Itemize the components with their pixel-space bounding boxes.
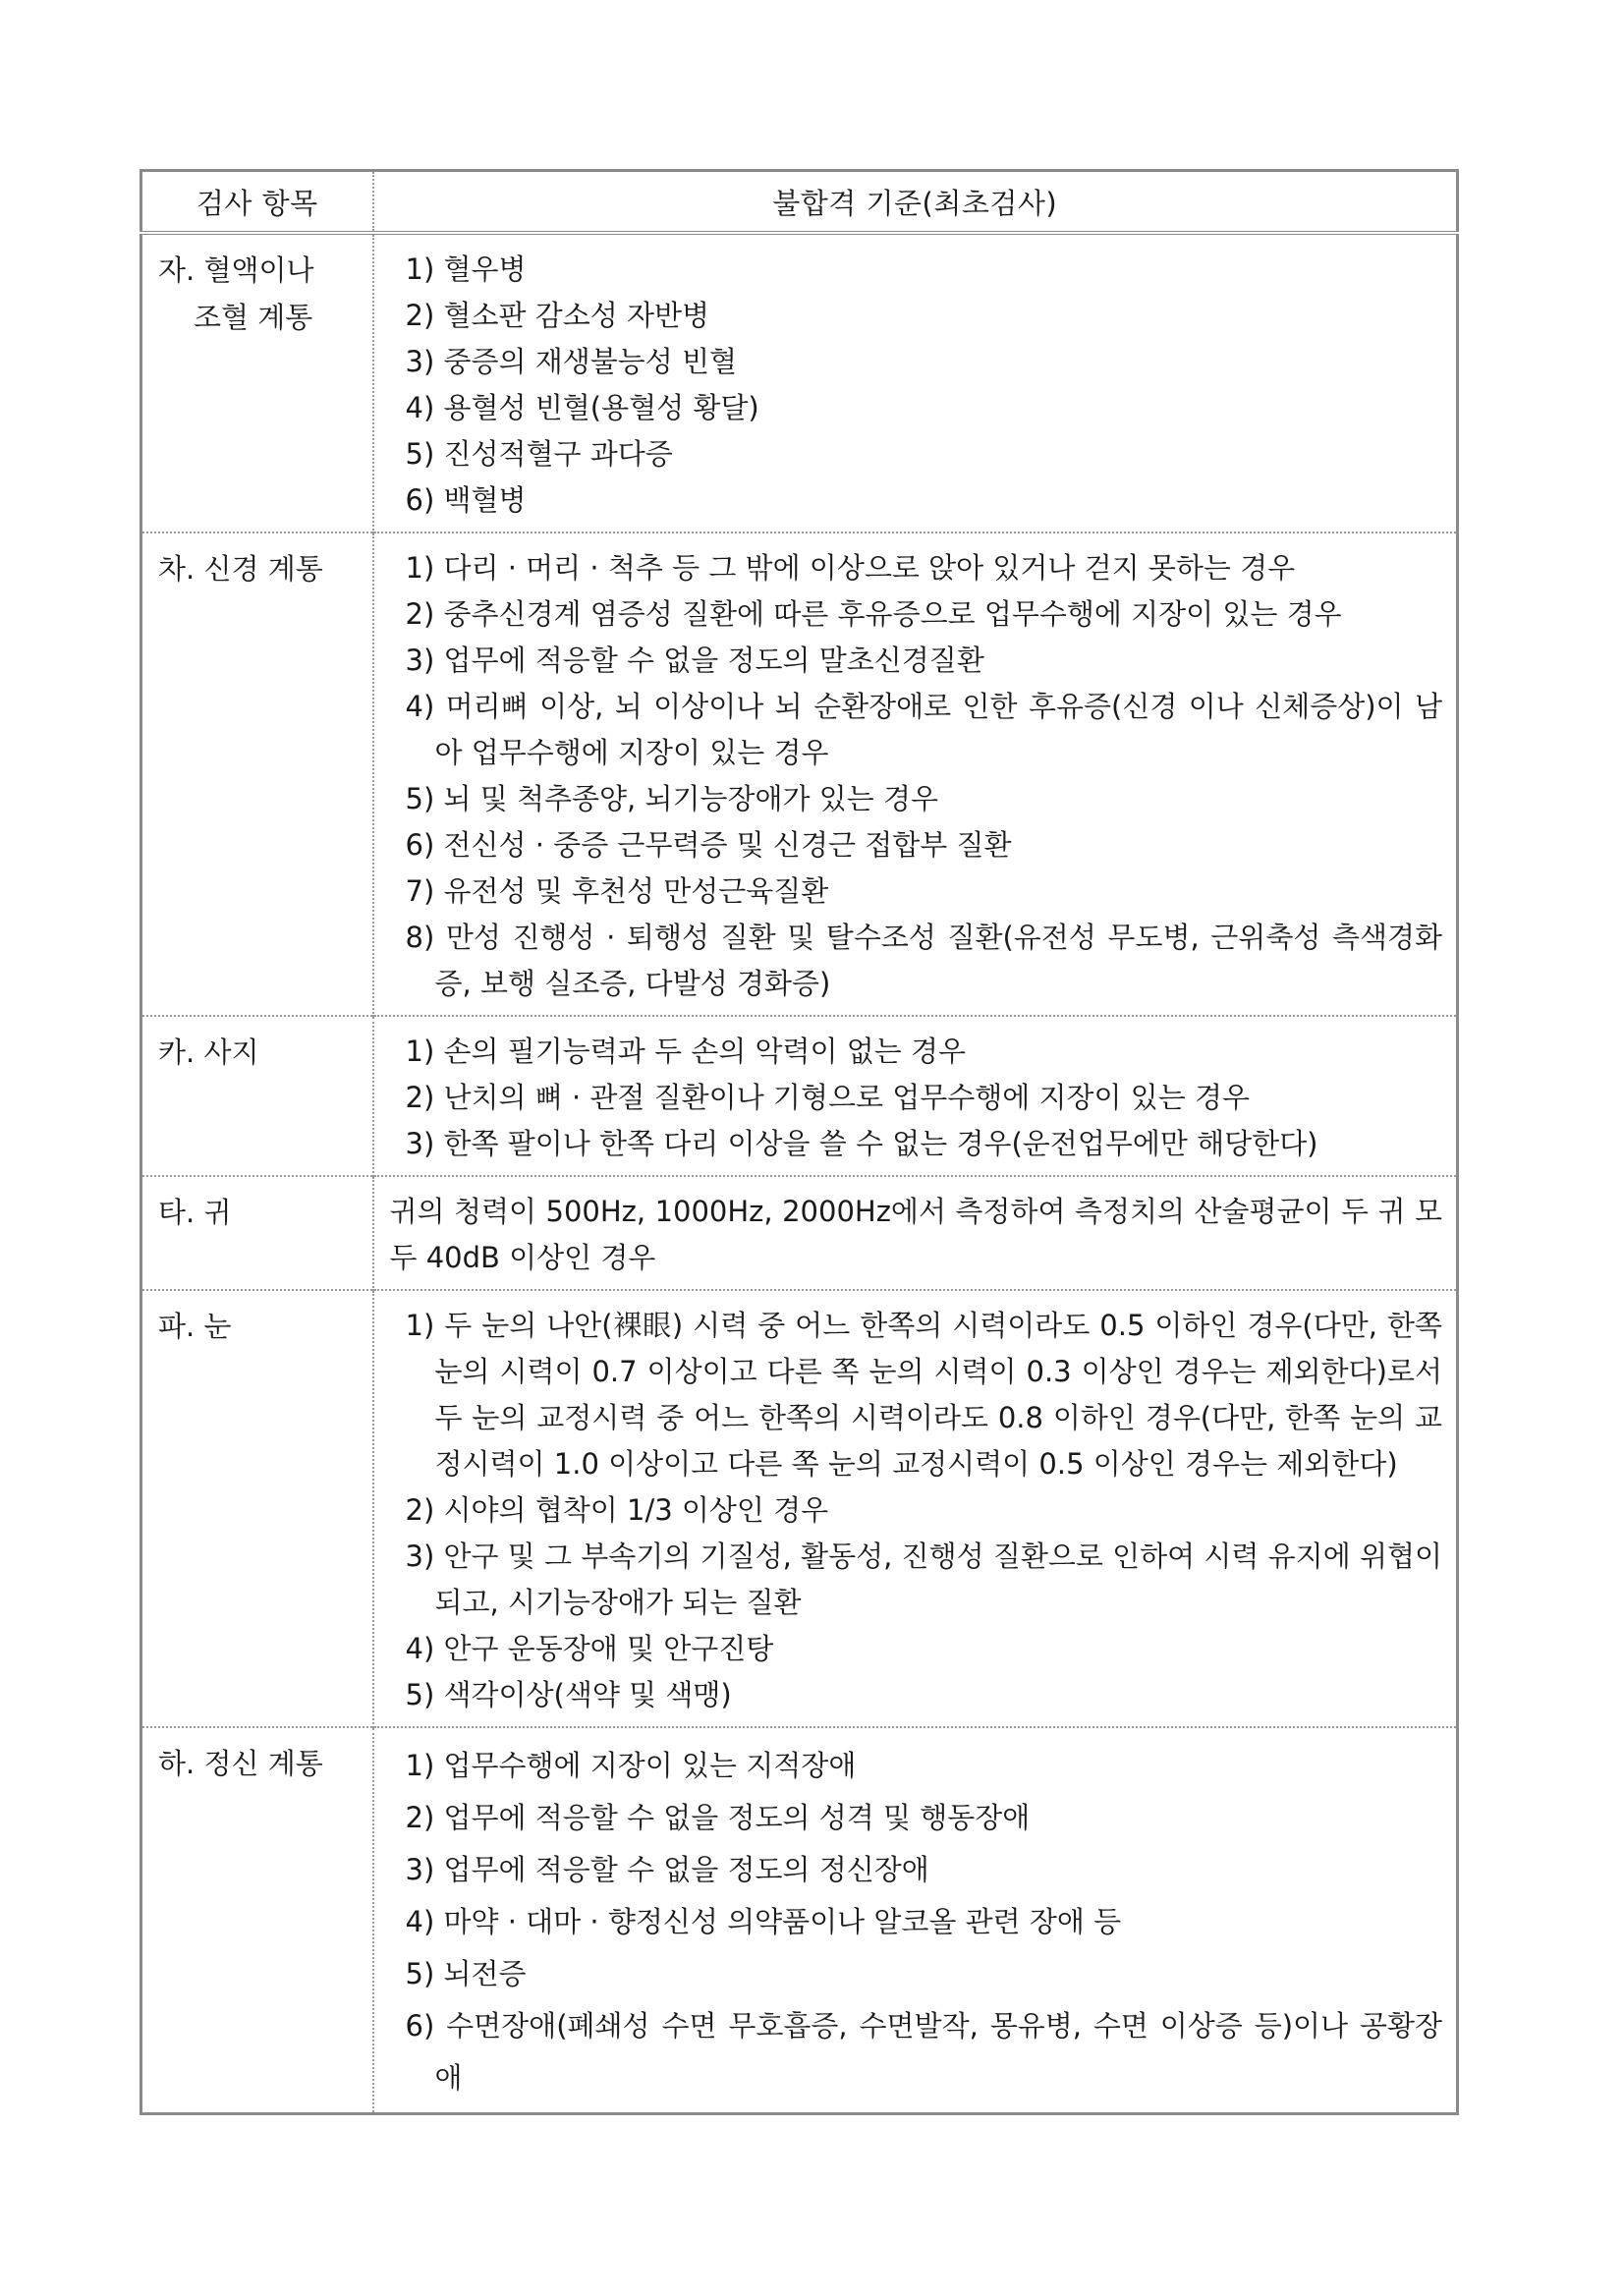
header-criteria: 불합격 기준(최초검사): [373, 171, 1458, 234]
criteria-item: 5) 뇌전증: [405, 1957, 527, 1990]
table-row: [141, 233, 1458, 532]
criteria-item: 5) 진성적혈구 과다증: [405, 437, 673, 471]
criteria-cell: [373, 532, 1458, 1016]
criteria-item: 5) 색각이상(색약 및 색맹): [405, 1678, 732, 1711]
criteria-item: 1) 손의 필기능력과 두 손의 악력이 없는 경우: [405, 1035, 967, 1068]
criteria-cell: [373, 1016, 1458, 1176]
category-label: 카. 사지: [158, 1036, 259, 1069]
table-header-row: [141, 171, 1458, 234]
category-label: 조혈 계통: [194, 301, 313, 334]
criteria-item: 3) 업무에 적응할 수 없을 정도의 정신장애: [405, 1853, 929, 1886]
category-cell: [141, 1727, 373, 2114]
table-row: [141, 1016, 1458, 1176]
criteria-item: 3) 안구 및 그 부속기의 기질성, 활동성, 진행성 질환으로 인하여 시력 유지에 위협이 되고, 시기능장애가 되는 질환: [405, 1540, 1442, 1619]
criteria-item: 4) 용혈성 빈혈(용혈성 황달): [405, 391, 759, 424]
category-cell: [141, 1016, 373, 1176]
category-cell: [141, 532, 373, 1016]
criteria-item: 4) 마약 · 대마 · 향정신성 의약품이나 알코올 관련 장애 등: [405, 1905, 1122, 1938]
criteria-item: 3) 업무에 적응할 수 없을 정도의 말초신경질환: [405, 644, 984, 677]
criteria-item: 귀의 청력이 500Hz, 1000Hz, 2000Hz에서 측정하여 측정치의 산술평균이 두 귀 모두 40dB 이상인 경우: [389, 1195, 1442, 1274]
category-cell: [141, 1290, 373, 1727]
criteria-item: 5) 뇌 및 척추종양, 뇌기능장애가 있는 경우: [405, 782, 939, 815]
criteria-item: 1) 혈우병: [405, 252, 527, 286]
category-label: 타. 귀: [158, 1196, 232, 1229]
criteria-cell: [373, 1290, 1458, 1727]
category-cell: [141, 1176, 373, 1290]
criteria-item: 1) 다리 · 머리 · 척추 등 그 밖에 이상으로 앉아 있거나 걷지 못하는 경우: [405, 551, 1296, 585]
table-body: [141, 233, 1458, 2114]
table-row: [141, 1176, 1458, 1290]
criteria-item: 7) 유전성 및 후천성 만성근육질환: [405, 874, 829, 908]
criteria-item: 6) 백혈병: [405, 483, 527, 517]
table-row: [141, 1727, 1458, 2114]
category-label: 파. 눈: [158, 1310, 232, 1343]
criteria-item: 2) 업무에 적응할 수 없을 정도의 성격 및 행동장애: [405, 1801, 1031, 1834]
header-category: 검사 항목: [141, 171, 373, 234]
criteria-table: [140, 169, 1459, 2115]
category-label: 하. 정신 계통: [158, 1747, 323, 1780]
criteria-item: 3) 한쪽 팔이나 한쪽 다리 이상을 쓸 수 없는 경우(운전업무에만 해당한다): [405, 1127, 1318, 1160]
criteria-cell: [373, 233, 1458, 532]
criteria-item: 6) 수면장애(폐쇄성 수면 무호흡증, 수면발작, 몽유병, 수면 이상증 등)이나 공황장애: [405, 2009, 1442, 2095]
criteria-item: 2) 혈소판 감소성 자반병: [405, 299, 710, 332]
table-row: [141, 532, 1458, 1016]
criteria-item: 4) 머리뼈 이상, 뇌 이상이나 뇌 순환장애로 인한 후유증(신경 이나 신체증상)이 남아 업무수행에 지장이 있는 경우: [405, 690, 1442, 769]
criteria-cell: [373, 1727, 1458, 2114]
criteria-item: 4) 안구 운동장애 및 안구진탕: [405, 1632, 774, 1665]
criteria-item: 1) 업무수행에 지장이 있는 지적장애: [405, 1749, 857, 1782]
criteria-item: 1) 두 눈의 나안(裸眼) 시력 중 어느 한쪽의 시력이라도 0.5 이하인 경우(다만, 한쪽 눈의 시력이 0.7 이상이고 다른 쪽 눈의 시력이 0.3 이상인 경우는 제외한다)로서 두 눈의 교정시력 중 어느 한쪽의 시력이라도 0.8 이하인 경우(다만, 한쪽 눈의 교정시력이 1.0 이상이고 다른 쪽 눈의 교정시력이 0.5 이상인 경우는 제외한다): [405, 1309, 1442, 1481]
criteria-item: 3) 중증의 재생불능성 빈혈: [405, 345, 738, 378]
criteria-item: 2) 난치의 뼈 · 관절 질환이나 기형으로 업무수행에 지장이 있는 경우: [405, 1081, 1251, 1114]
category-label: 차. 신경 계통: [158, 552, 323, 586]
category-cell: [141, 233, 373, 532]
criteria-cell: [373, 1176, 1458, 1290]
criteria-item: 6) 전신성 · 중증 근무력증 및 신경근 접합부 질환: [405, 828, 1012, 862]
criteria-item: 2) 중추신경계 염증성 질환에 따른 후유증으로 업무수행에 지장이 있는 경우: [405, 597, 1342, 631]
category-label: 자. 혈액이나: [158, 253, 314, 287]
criteria-item: 2) 시야의 협착이 1/3 이상인 경우: [405, 1493, 829, 1527]
criteria-item: 8) 만성 진행성 · 퇴행성 질환 및 탈수조성 질환(유전성 무도병, 근위축성 측색경화증, 보행 실조증, 다발성 경화증): [405, 921, 1442, 1000]
table-row: [141, 1290, 1458, 1727]
